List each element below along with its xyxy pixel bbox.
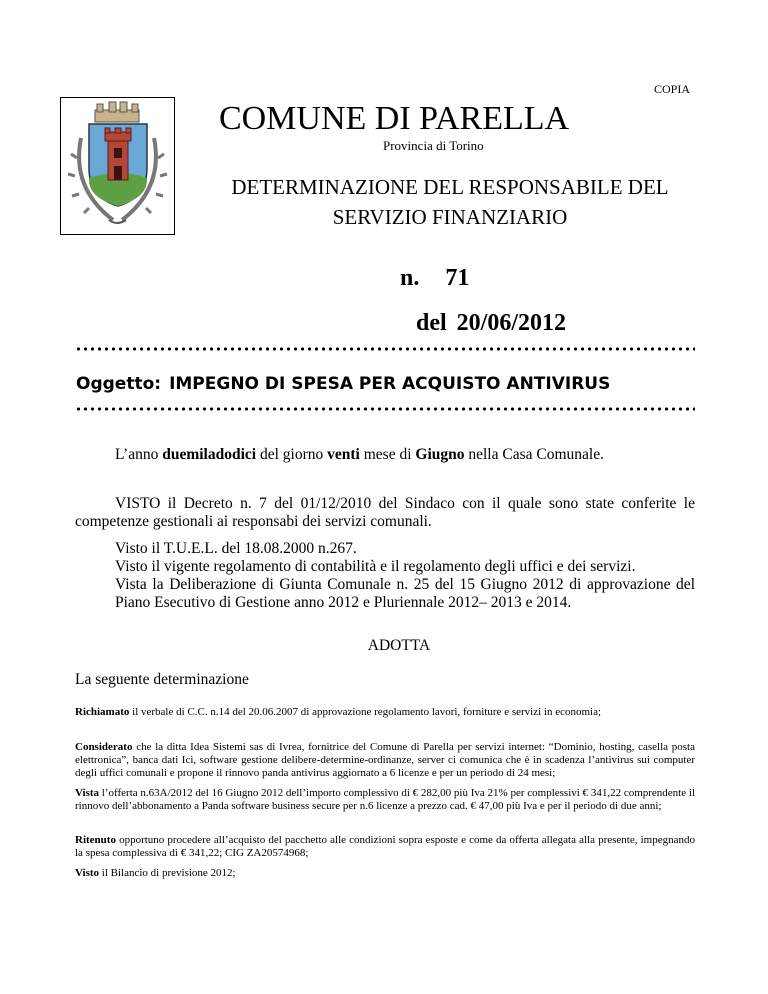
determination-number: [400, 265, 469, 292]
intro-text-3: mese di: [359, 446, 416, 463]
clause-richiamato: [75, 706, 695, 719]
clause-lead: Considerato: [75, 741, 133, 753]
visto-list: [115, 540, 695, 612]
municipality-name: COMUNE DI PARELLA: [218, 100, 570, 137]
clause-ritenuto: [75, 834, 695, 860]
date-value: 20/06/2012: [456, 310, 567, 336]
intro-text-4: nella Casa Comunale.: [464, 446, 604, 463]
visto-item: Visto il T.U.E.L. del 18.08.2000 n.267.: [115, 540, 357, 557]
determination-date: [416, 310, 566, 337]
intro-text-2: del giorno: [256, 446, 328, 463]
clause-text: opportuno procedere all’acquisto del pacchetto alle condizioni sopra esposte e come da offerta allegata alla presente, impegnando la spesa complessiva di € 341,22; CIG ZA20574968;: [75, 834, 695, 859]
seguente-line: La seguente determinazione: [75, 671, 249, 688]
visto-decreto-paragraph: VISTO il Decreto n. 7 del 01/12/2010 del Sindaco con il quale sono state conferite le competenze gestionali ai responsabi dei servizi comunali.: [75, 495, 695, 530]
clause-lead: Ritenuto: [75, 834, 116, 846]
number-value: 71: [445, 265, 470, 291]
heading-line-1: DETERMINAZIONE DEL RESPONSABILE DEL: [231, 175, 669, 199]
clause-visto-bilancio: [75, 867, 695, 880]
number-label: n.: [400, 265, 420, 291]
clause-text: che la ditta Idea Sistemi sas di Ivrea, fornitrice del Comune di Parella per servizi internet: “Dominio, hosting, casella posta elettronica”, banca dati Ici, software gestione delibere-determine-ordinanze, server ci comunica che è in scadenza l’antivirus sui computer degli uffici comunali e propone il rinnovo panda antivirus aggiornato a 6 licenze e per un periodo di 24 mesi;: [75, 741, 695, 779]
province-name: Provincia di Torino: [383, 138, 484, 153]
visto-item: Visto il vigente regolamento di contabilità e il regolamento degli uffici e dei servizi.: [115, 558, 636, 575]
clause-lead: Visto: [75, 867, 100, 879]
subject-label: Oggetto:: [76, 374, 162, 394]
clause-considerato: [75, 741, 695, 780]
clause-text: l’offerta n.63A/2012 del 16 Giugno 2012 dell’importo complessivo di € 282,00 più Iva 21% per complessivi € 341,22 comprendente il rinnovo dell’abbonamento a Panda software business secure per n.6 licenze a prezzo cad. € 47,00 più Iva e per il periodo di due anni;: [75, 787, 695, 812]
subject-line: [76, 374, 610, 394]
clause-lead: Vista: [75, 787, 100, 799]
intro-paragraph: [115, 446, 604, 464]
clause-text: il verbale di C.C. n.14 del 20.06.2007 di approvazione regolamento lavori, forniture e servizi in economia;: [129, 706, 602, 718]
intro-text-1: L’anno: [115, 446, 163, 463]
clause-text: il Bilancio di previsione 2012;: [99, 867, 236, 879]
intro-month: Giugno: [415, 446, 465, 463]
intro-day: venti: [327, 446, 360, 463]
intro-year: duemiladodici: [162, 446, 257, 463]
date-label: del: [416, 310, 447, 336]
adotta-heading: ADOTTA: [367, 637, 431, 654]
dotted-divider-bottom: [75, 407, 695, 411]
clause-lead: Richiamato: [75, 706, 130, 718]
heading-line-2: SERVIZIO FINANZIARIO: [332, 205, 568, 229]
document-heading: [180, 172, 720, 232]
clause-vista: [75, 787, 695, 813]
subject-text: IMPEGNO DI SPESA PER ACQUISTO ANTIVIRUS: [169, 374, 611, 394]
dotted-divider-top: [75, 347, 695, 351]
visto-item: Vista la Deliberazione di Giunta Comunale n. 25 del 15 Giugno 2012 di approvazione del Piano Esecutivo di Gestione anno 2012 e Pluriennale 2012– 2013 e 2014.: [115, 576, 695, 611]
copy-label: COPIA: [654, 82, 691, 96]
